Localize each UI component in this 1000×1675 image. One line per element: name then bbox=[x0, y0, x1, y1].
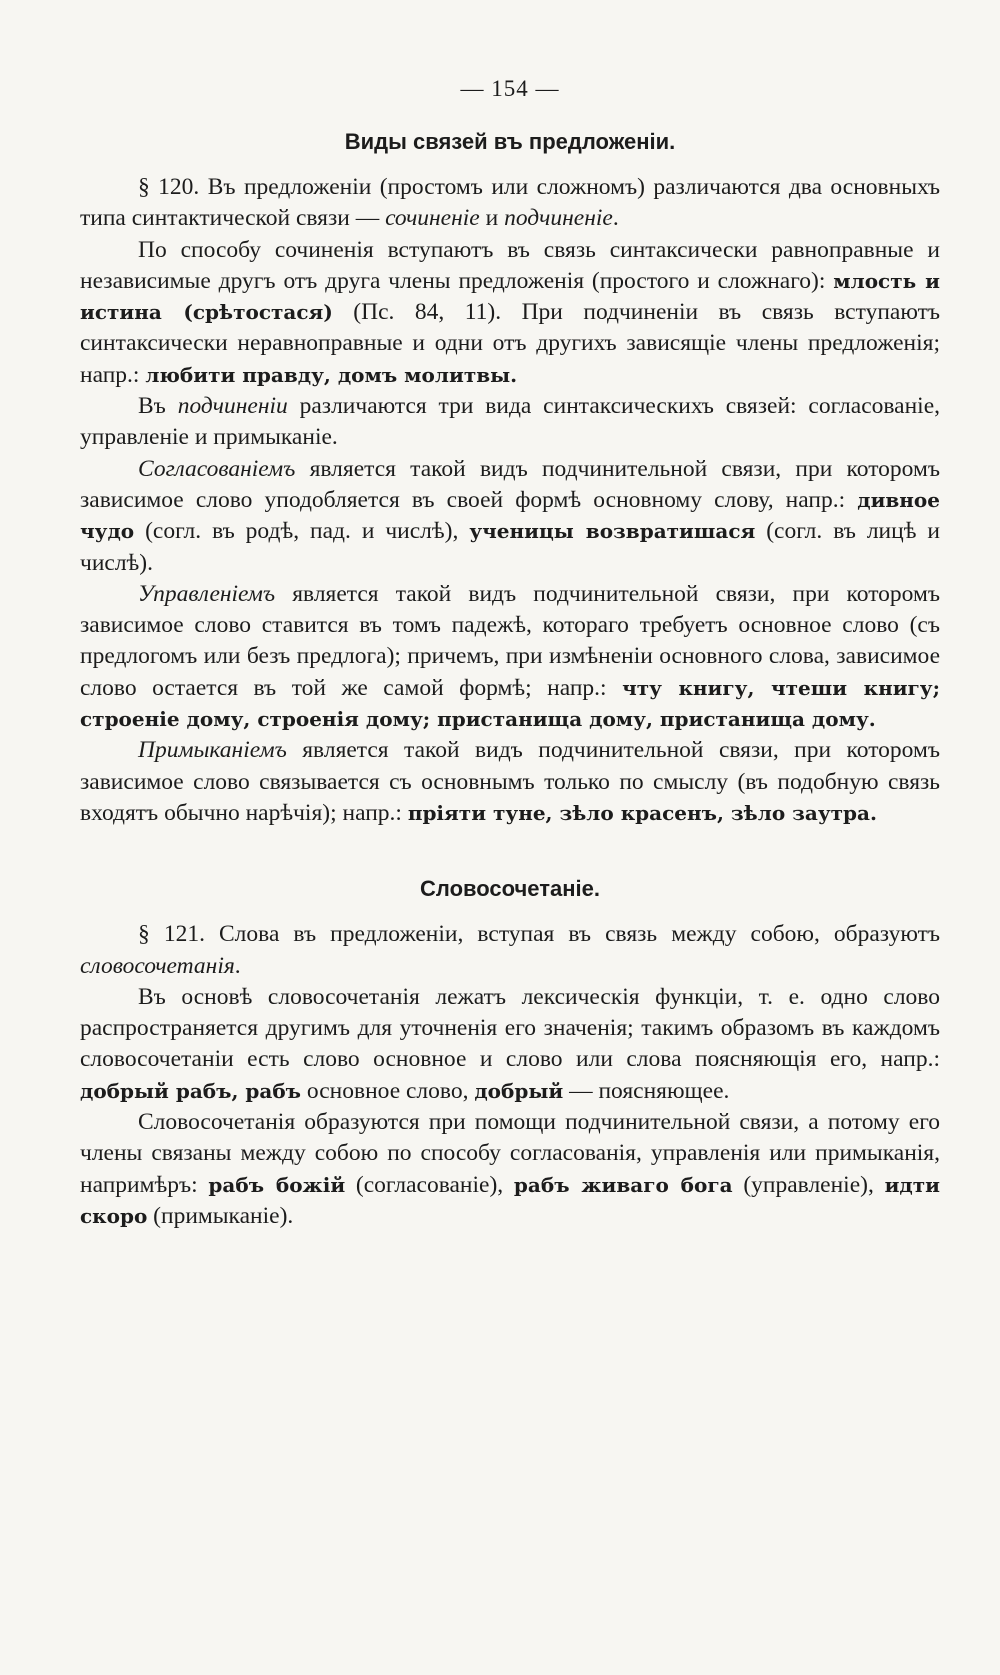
text-run: (согласованіе), bbox=[345, 1171, 514, 1198]
paragraph-subordination-types bbox=[80, 391, 940, 454]
paragraph-121 bbox=[80, 919, 940, 982]
church-slavonic-example: добрый рабъ, рабъ bbox=[80, 1078, 302, 1103]
text-run: § 121. Слова въ предложеніи, вступая въ связь между собою, образуютъ bbox=[138, 921, 940, 948]
church-slavonic-example: рабъ божій bbox=[208, 1172, 346, 1197]
section-heading-types-of-links: Виды связей въ предложеніи. bbox=[344, 129, 676, 154]
text-run: Въ bbox=[138, 393, 178, 420]
church-slavonic-example: рабъ живаго бога bbox=[513, 1172, 733, 1197]
text-run: является такой видъ подчинительной связи, при которомъ зависимое слово связывается съ основнымъ только по смыслу (въ подобную связь входятъ обычно нарѣчія); напр.: bbox=[80, 737, 940, 826]
church-slavonic-example: идти скоро bbox=[80, 1172, 940, 1228]
text-run: (примыканіе). bbox=[147, 1202, 294, 1229]
text-run: . bbox=[234, 952, 241, 979]
term-word-combinations: словосочетанія bbox=[80, 952, 235, 979]
paragraph-adjunction bbox=[80, 735, 940, 829]
church-slavonic-example: любити правду, домъ молитвы. bbox=[145, 362, 518, 387]
term-government: Управленіемъ bbox=[138, 580, 276, 607]
church-slavonic-example: добрый bbox=[474, 1078, 564, 1103]
text-run: — поясняющее. bbox=[563, 1077, 730, 1104]
church-slavonic-example: пріяти туне, зѣло красенъ, зѣло заутра. bbox=[407, 800, 877, 825]
paragraph-lexical-functions bbox=[80, 982, 940, 1107]
text-run: Словосочетанія образуются при помощи подчинительной связи, а потому его члены связаны между собою по способу согласованія, управленія или примыканія, напримѣръ: bbox=[80, 1109, 940, 1198]
text-run: (согл. въ родѣ, пад. и числѣ), bbox=[134, 518, 470, 545]
paragraph-formation bbox=[80, 1107, 940, 1232]
term-subordination: подчиненіе bbox=[504, 205, 613, 232]
section-heading-word-combination: Словосочетаніе. bbox=[420, 876, 600, 902]
church-slavonic-example: ученицы возвратишася bbox=[469, 519, 756, 544]
page-number: — 154 — bbox=[460, 76, 560, 101]
term-agreement: Согласованіемъ bbox=[138, 455, 296, 482]
term-adjunction: Примыканіемъ bbox=[138, 737, 287, 764]
text-run: различаются три вида синтаксическихъ связей: согласованіе, управленіе и примыканіе. bbox=[80, 393, 941, 451]
text-run: (Пс. 84, 11). При подчиненіи въ связь вступаютъ синтаксически неравноправные и одни отъ другихъ зависящіе члены предложенія; напр.: bbox=[80, 299, 940, 388]
text-run: (согл. въ лицѣ и числѣ). bbox=[80, 518, 940, 576]
text-run: и bbox=[479, 205, 505, 232]
text-run: § 120. Въ предложеніи (простомъ или сложномъ) различаются два основныхъ типа синтактической связи — bbox=[80, 174, 940, 232]
church-slavonic-example: дивное чудо bbox=[80, 487, 940, 544]
paragraph-120 bbox=[80, 172, 940, 235]
text-run: Въ основѣ словосочетанія лежатъ лексическія функціи, т. е. одно слово распространяется другимъ для уточненія его значенія; такимъ образомъ въ каждомъ словосочетаніи есть слово основное и слово или слова поясняющія его, напр.: bbox=[80, 983, 940, 1073]
book-page bbox=[80, 72, 940, 1232]
text-run: По способу сочиненія вступаютъ въ связь синтаксически равноправные и независимые другъ отъ друга члены предложенія (простого и сложнаго): bbox=[80, 236, 940, 294]
text-run: основное слово, bbox=[301, 1077, 475, 1104]
church-slavonic-example: чту книгу, чтеши книгу; строеніе дому, строенія дому; пристанища дому, пристанища дому. bbox=[80, 675, 940, 732]
text-run: является такой видъ подчинительной связи, при которомъ зависимое слово ставится въ томъ падежѣ, котораго требуетъ основное слово (съ предлогомъ или безъ предлога); причемъ, при измѣненіи основного слова, зависимое слово остается въ той же самой формѣ; напр.: bbox=[80, 580, 940, 701]
text-run: (управленіе), bbox=[732, 1171, 885, 1198]
church-slavonic-example: млость и истина (срѣтостася) bbox=[80, 268, 940, 325]
term-in-subordination: подчиненіи bbox=[177, 393, 288, 420]
text-run: является такой видъ подчинительной связи, при которомъ зависимое слово уподобляется въ своей формѣ основному слову, напр.: bbox=[80, 455, 940, 513]
paragraph-government bbox=[80, 579, 940, 735]
paragraph-agreement bbox=[80, 454, 940, 579]
term-coordination: сочиненіе bbox=[385, 205, 480, 232]
text-run: . bbox=[612, 205, 619, 232]
paragraph-coordination bbox=[80, 235, 940, 391]
